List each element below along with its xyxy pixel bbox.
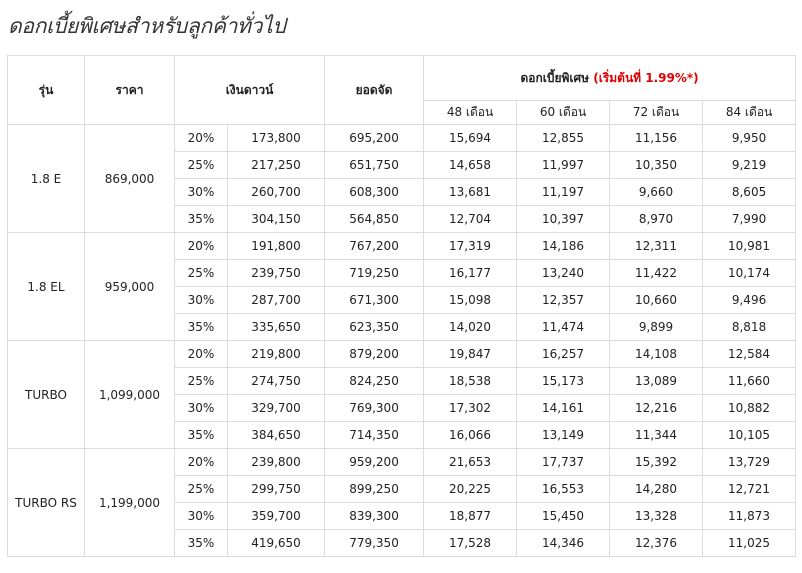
down-percent-cell: 20% bbox=[175, 125, 228, 152]
installment-cell: 15,450 bbox=[517, 503, 610, 530]
installment-cell: 12,357 bbox=[517, 287, 610, 314]
down-percent-cell: 20% bbox=[175, 449, 228, 476]
table-row bbox=[8, 125, 796, 152]
down-amount-cell: 173,800 bbox=[228, 125, 325, 152]
installment-cell: 9,660 bbox=[610, 179, 703, 206]
installment-cell: 12,376 bbox=[610, 530, 703, 557]
model-cell: TURBO RS bbox=[8, 449, 85, 557]
down-amount-cell: 217,250 bbox=[228, 152, 325, 179]
finance-amount-cell: 824,250 bbox=[325, 368, 424, 395]
table-row bbox=[8, 341, 796, 368]
down-percent-cell: 30% bbox=[175, 503, 228, 530]
installment-cell: 11,474 bbox=[517, 314, 610, 341]
installment-cell: 15,173 bbox=[517, 368, 610, 395]
down-amount-cell: 384,650 bbox=[228, 422, 325, 449]
down-amount-cell: 239,750 bbox=[228, 260, 325, 287]
installment-cell: 17,302 bbox=[424, 395, 517, 422]
installment-cell: 14,108 bbox=[610, 341, 703, 368]
price-cell: 1,099,000 bbox=[85, 341, 175, 449]
down-amount-cell: 239,800 bbox=[228, 449, 325, 476]
finance-amount-cell: 695,200 bbox=[325, 125, 424, 152]
down-amount-cell: 287,700 bbox=[228, 287, 325, 314]
finance-amount-cell: 714,350 bbox=[325, 422, 424, 449]
down-amount-cell: 274,750 bbox=[228, 368, 325, 395]
down-amount-cell: 219,800 bbox=[228, 341, 325, 368]
finance-amount-cell: 767,200 bbox=[325, 233, 424, 260]
installment-cell: 9,219 bbox=[703, 152, 796, 179]
down-percent-cell: 30% bbox=[175, 395, 228, 422]
finance-amount-cell: 623,350 bbox=[325, 314, 424, 341]
installment-cell: 9,950 bbox=[703, 125, 796, 152]
down-percent-cell: 30% bbox=[175, 287, 228, 314]
down-amount-cell: 260,700 bbox=[228, 179, 325, 206]
down-amount-cell: 304,150 bbox=[228, 206, 325, 233]
down-percent-cell: 25% bbox=[175, 152, 228, 179]
installment-cell: 10,174 bbox=[703, 260, 796, 287]
installment-cell: 14,186 bbox=[517, 233, 610, 260]
finance-amount-cell: 899,250 bbox=[325, 476, 424, 503]
finance-amount-cell: 651,750 bbox=[325, 152, 424, 179]
installment-cell: 11,422 bbox=[610, 260, 703, 287]
term-header: 48 เดือน bbox=[424, 101, 517, 125]
header-down-payment: เงินดาวน์ bbox=[175, 56, 325, 125]
installment-cell: 11,344 bbox=[610, 422, 703, 449]
installment-cell: 10,882 bbox=[703, 395, 796, 422]
installment-cell: 13,240 bbox=[517, 260, 610, 287]
installment-cell: 16,553 bbox=[517, 476, 610, 503]
down-percent-cell: 30% bbox=[175, 179, 228, 206]
finance-amount-cell: 671,300 bbox=[325, 287, 424, 314]
down-amount-cell: 335,650 bbox=[228, 314, 325, 341]
installment-cell: 12,311 bbox=[610, 233, 703, 260]
installment-cell: 15,098 bbox=[424, 287, 517, 314]
header-row bbox=[8, 56, 796, 101]
down-percent-cell: 25% bbox=[175, 260, 228, 287]
installment-cell: 17,319 bbox=[424, 233, 517, 260]
installment-cell: 12,584 bbox=[703, 341, 796, 368]
installment-cell: 11,156 bbox=[610, 125, 703, 152]
header-finance-amount: ยอดจัด bbox=[325, 56, 424, 125]
finance-amount-cell: 779,350 bbox=[325, 530, 424, 557]
installment-cell: 12,855 bbox=[517, 125, 610, 152]
installment-cell: 14,658 bbox=[424, 152, 517, 179]
installment-cell: 19,847 bbox=[424, 341, 517, 368]
installment-cell: 11,873 bbox=[703, 503, 796, 530]
installment-cell: 16,066 bbox=[424, 422, 517, 449]
installment-cell: 11,197 bbox=[517, 179, 610, 206]
model-cell: 1.8 E bbox=[8, 125, 85, 233]
table-row bbox=[8, 449, 796, 476]
installment-cell: 18,877 bbox=[424, 503, 517, 530]
special-rate-note: (เริ่มต้นที่ 1.99%*) bbox=[593, 70, 699, 85]
installment-cell: 14,280 bbox=[610, 476, 703, 503]
header-model: รุ่น bbox=[8, 56, 85, 125]
installment-cell: 20,225 bbox=[424, 476, 517, 503]
header-price: ราคา bbox=[85, 56, 175, 125]
price-cell: 1,199,000 bbox=[85, 449, 175, 557]
finance-amount-cell: 608,300 bbox=[325, 179, 424, 206]
installment-cell: 13,089 bbox=[610, 368, 703, 395]
finance-amount-cell: 564,850 bbox=[325, 206, 424, 233]
installment-cell: 11,997 bbox=[517, 152, 610, 179]
page-title: ดอกเบี้ยพิเศษสำหรับลูกค้าทั่วไป bbox=[8, 14, 286, 38]
installment-cell: 13,149 bbox=[517, 422, 610, 449]
installment-cell: 14,346 bbox=[517, 530, 610, 557]
installment-cell: 13,681 bbox=[424, 179, 517, 206]
finance-amount-cell: 879,200 bbox=[325, 341, 424, 368]
installment-cell: 13,729 bbox=[703, 449, 796, 476]
finance-amount-cell: 719,250 bbox=[325, 260, 424, 287]
finance-amount-cell: 839,300 bbox=[325, 503, 424, 530]
installment-cell: 15,392 bbox=[610, 449, 703, 476]
finance-amount-cell: 769,300 bbox=[325, 395, 424, 422]
header-special-rate bbox=[424, 56, 796, 101]
installment-cell: 8,970 bbox=[610, 206, 703, 233]
installment-cell: 8,818 bbox=[703, 314, 796, 341]
finance-amount-cell: 959,200 bbox=[325, 449, 424, 476]
installment-cell: 9,899 bbox=[610, 314, 703, 341]
installment-cell: 10,105 bbox=[703, 422, 796, 449]
interest-rate-table bbox=[7, 55, 796, 557]
installment-cell: 10,981 bbox=[703, 233, 796, 260]
table-row bbox=[8, 233, 796, 260]
down-amount-cell: 359,700 bbox=[228, 503, 325, 530]
installment-cell: 11,025 bbox=[703, 530, 796, 557]
installment-cell: 7,990 bbox=[703, 206, 796, 233]
down-percent-cell: 35% bbox=[175, 422, 228, 449]
table-body bbox=[8, 125, 796, 557]
installment-cell: 8,605 bbox=[703, 179, 796, 206]
down-percent-cell: 35% bbox=[175, 206, 228, 233]
installment-cell: 14,161 bbox=[517, 395, 610, 422]
down-percent-cell: 25% bbox=[175, 368, 228, 395]
term-header: 60 เดือน bbox=[517, 101, 610, 125]
down-percent-cell: 35% bbox=[175, 314, 228, 341]
down-percent-cell: 20% bbox=[175, 341, 228, 368]
price-cell: 959,000 bbox=[85, 233, 175, 341]
down-percent-cell: 25% bbox=[175, 476, 228, 503]
model-cell: 1.8 EL bbox=[8, 233, 85, 341]
installment-cell: 10,397 bbox=[517, 206, 610, 233]
installment-cell: 13,328 bbox=[610, 503, 703, 530]
term-header: 72 เดือน bbox=[610, 101, 703, 125]
installment-cell: 11,660 bbox=[703, 368, 796, 395]
special-rate-label: ดอกเบี้ยพิเศษ bbox=[520, 70, 590, 85]
installment-cell: 21,653 bbox=[424, 449, 517, 476]
installment-cell: 16,257 bbox=[517, 341, 610, 368]
down-percent-cell: 20% bbox=[175, 233, 228, 260]
installment-cell: 12,721 bbox=[703, 476, 796, 503]
down-amount-cell: 419,650 bbox=[228, 530, 325, 557]
down-amount-cell: 329,700 bbox=[228, 395, 325, 422]
installment-cell: 9,496 bbox=[703, 287, 796, 314]
installment-cell: 10,660 bbox=[610, 287, 703, 314]
installment-cell: 12,704 bbox=[424, 206, 517, 233]
price-cell: 869,000 bbox=[85, 125, 175, 233]
installment-cell: 17,737 bbox=[517, 449, 610, 476]
down-amount-cell: 299,750 bbox=[228, 476, 325, 503]
down-percent-cell: 35% bbox=[175, 530, 228, 557]
installment-cell: 17,528 bbox=[424, 530, 517, 557]
model-cell: TURBO bbox=[8, 341, 85, 449]
down-amount-cell: 191,800 bbox=[228, 233, 325, 260]
installment-cell: 18,538 bbox=[424, 368, 517, 395]
installment-cell: 14,020 bbox=[424, 314, 517, 341]
term-header: 84 เดือน bbox=[703, 101, 796, 125]
installment-cell: 16,177 bbox=[424, 260, 517, 287]
installment-cell: 10,350 bbox=[610, 152, 703, 179]
installment-cell: 15,694 bbox=[424, 125, 517, 152]
installment-cell: 12,216 bbox=[610, 395, 703, 422]
